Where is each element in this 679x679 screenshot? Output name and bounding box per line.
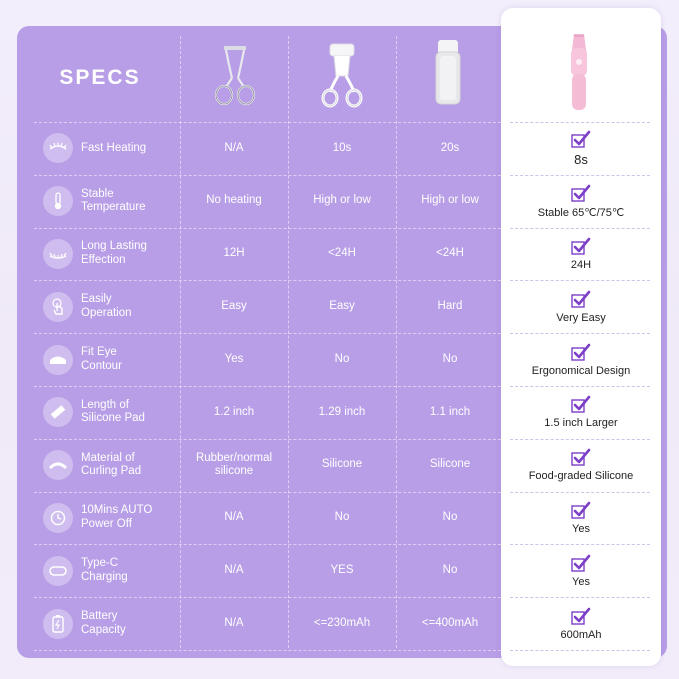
row-divider: [34, 650, 501, 651]
table-cell: <24H: [328, 247, 356, 260]
table-cell: Hard: [437, 300, 463, 313]
feature-label: Material of Curling Pad: [81, 451, 142, 478]
ruler-icon: [43, 397, 73, 427]
table-row: [17, 280, 661, 333]
highlight-cell: [501, 175, 661, 228]
table-cell: No: [442, 564, 458, 577]
gray-heated-curler-icon: [428, 38, 468, 108]
table-cell: N/A: [224, 616, 244, 629]
highlight-value: 600mAh: [560, 628, 602, 641]
table-cell: 12H: [223, 247, 245, 260]
curling-pad-icon: [43, 450, 73, 480]
table-cell: No: [442, 511, 458, 524]
check-icon: [571, 448, 591, 466]
table-row: [17, 492, 661, 545]
highlight-value: Food-graded Silicone: [528, 470, 634, 483]
table-cell: 1.1 inch: [429, 405, 471, 418]
table-cell: No: [334, 511, 350, 524]
table-cell: N/A: [224, 511, 244, 524]
check-icon: [571, 554, 591, 572]
highlight-value: Yes: [572, 575, 590, 588]
check-icon: [571, 501, 591, 519]
table-cell: <24H: [436, 247, 464, 260]
table-cell: No: [334, 352, 350, 365]
highlight-value: Yes: [572, 522, 590, 535]
table-cell: Easy: [329, 300, 355, 313]
table-row: [17, 175, 661, 228]
feature-label: Fit Eye Contour: [81, 346, 122, 372]
highlight-value: Stable 65℃/75℃: [537, 206, 625, 219]
table-row: [17, 544, 661, 597]
timer-icon: [43, 503, 73, 533]
eye-contour-icon: [43, 345, 73, 375]
white-heated-curler-icon: [318, 40, 366, 112]
feature-label: Easily Operation: [81, 293, 132, 319]
feature-label: Length of Silicone Pad: [81, 398, 145, 425]
thermometer-icon: [43, 186, 73, 216]
table-cell: Yes: [224, 352, 244, 365]
tap-hand-icon: [43, 292, 73, 322]
table-row: [17, 386, 661, 439]
highlight-value: Very Easy: [556, 311, 606, 324]
check-icon: [571, 290, 591, 308]
check-icon: [571, 395, 591, 413]
battery-icon: [43, 609, 73, 639]
eyelash-icon: [43, 133, 73, 163]
highlight-cell: [501, 492, 661, 545]
table-row: [17, 439, 661, 492]
feature-label: Type-C Charging: [81, 557, 128, 583]
highlight-value: 24H: [570, 258, 592, 271]
table-cell: Silicone: [321, 458, 363, 471]
table-cell: 20s: [440, 141, 460, 154]
check-icon: [571, 607, 591, 625]
table-cell: <=230mAh: [313, 616, 371, 629]
feature-label: Fast Heating: [81, 141, 147, 154]
highlight-cell: [501, 122, 661, 175]
table-cell: Silicone: [429, 458, 471, 471]
check-icon: [571, 343, 591, 361]
usb-c-icon: [43, 556, 73, 586]
table-cell: 1.29 inch: [318, 405, 366, 418]
table-cell: 10s: [332, 141, 352, 154]
highlight-cell: [501, 439, 661, 492]
table-cell: Rubber/normal silicone: [195, 451, 273, 478]
table-cell: N/A: [224, 564, 244, 577]
feature-label: 10Mins AUTO Power Off: [81, 504, 153, 530]
table-cell: No heating: [206, 194, 262, 207]
highlight-value: Ergonomical Design: [531, 364, 631, 377]
table-cell: Easy: [221, 300, 247, 313]
pink-heated-curler-icon: [560, 32, 596, 112]
table-row: [17, 597, 661, 650]
table-cell: YES: [330, 564, 354, 577]
table-cell: High or low: [313, 194, 371, 207]
table-cell: N/A: [224, 141, 244, 154]
traditional-metal-curler-icon: [210, 40, 260, 110]
check-icon: [571, 184, 591, 202]
highlight-cell: [501, 333, 661, 386]
check-icon: [571, 130, 591, 148]
table-cell: 1.2 inch: [213, 405, 255, 418]
lashes-icon: [43, 239, 73, 269]
table-row: [17, 122, 661, 175]
feature-label: Battery Capacity: [81, 610, 126, 636]
row-divider: [510, 650, 650, 651]
highlight-cell: [501, 386, 661, 439]
feature-label: Long Lasting Effection: [81, 240, 147, 266]
feature-label: Stable Temperature: [81, 187, 146, 214]
check-icon: [571, 237, 591, 255]
specs-title: SPECS: [59, 66, 141, 89]
highlight-cell: [501, 228, 661, 281]
highlight-cell: [501, 544, 661, 597]
table-row: [17, 228, 661, 281]
highlight-value: 1.5 inch Larger: [544, 417, 618, 430]
table-cell: <=400mAh: [421, 616, 479, 629]
table-row: [17, 333, 661, 386]
highlight-cell: [501, 280, 661, 333]
highlight-value: 8s: [574, 151, 588, 167]
highlight-cell: [501, 597, 661, 650]
table-cell: High or low: [421, 194, 479, 207]
table-cell: No: [442, 352, 458, 365]
